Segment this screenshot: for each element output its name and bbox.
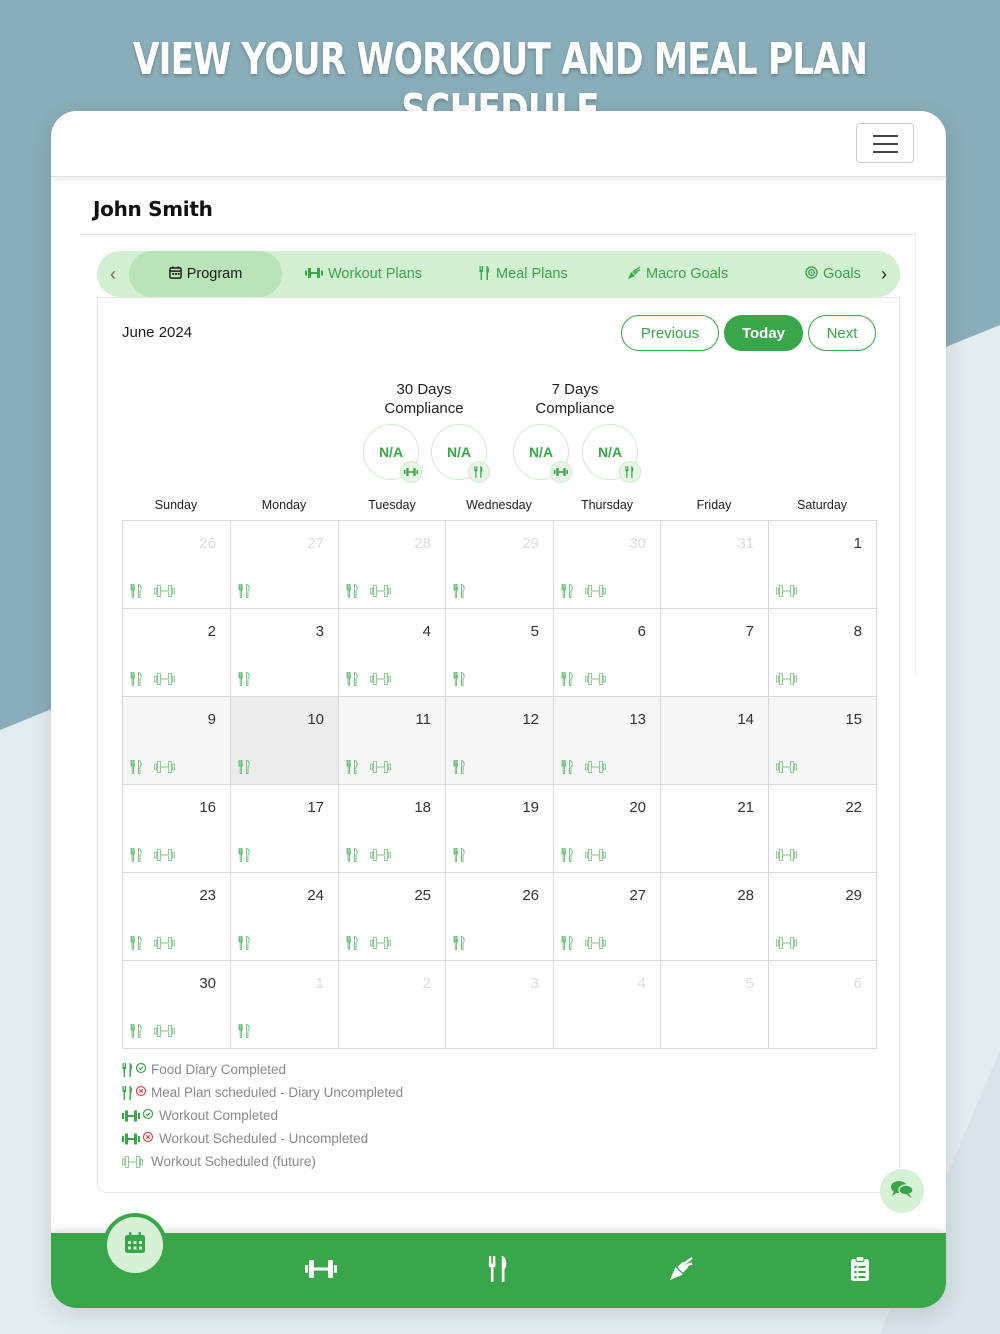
workout-scheduled-icon	[370, 672, 392, 691]
program-tabs	[97, 251, 900, 297]
meal-scheduled-icon	[130, 936, 144, 955]
day-schedule-icons	[346, 936, 392, 955]
tab-program[interactable]	[129, 251, 282, 297]
day-schedule-icons	[776, 584, 798, 603]
legend-item	[122, 1127, 403, 1150]
meal-uncompleted-icon	[122, 1086, 148, 1100]
workout-scheduled-icon	[370, 848, 392, 867]
calendar-day-cell[interactable]	[661, 873, 769, 961]
day-schedule-icons	[561, 584, 607, 603]
calendar-grid	[122, 520, 877, 1048]
calendar-legend	[122, 1058, 403, 1173]
calendar-day-cell[interactable]	[769, 961, 877, 1049]
utensils-icon	[488, 1256, 510, 1287]
day-schedule-icons	[346, 672, 392, 691]
compliance-30-title	[360, 380, 488, 418]
day-number: 19	[522, 799, 539, 816]
day-schedule-icons	[453, 672, 467, 691]
dumbbell-icon	[400, 461, 422, 483]
utensils-icon	[619, 461, 641, 483]
calendar-day-cell[interactable]	[339, 521, 446, 609]
day-number: 22	[845, 799, 862, 816]
calendar-day-cell[interactable]	[446, 609, 554, 697]
workout-uncompleted-icon	[122, 1132, 156, 1146]
day-number: 3	[530, 975, 539, 992]
calendar-day-cell[interactable]	[446, 697, 554, 785]
calendar-day-cell[interactable]	[661, 521, 769, 609]
day-number: 13	[629, 711, 646, 728]
calendar-day-cell[interactable]	[123, 961, 231, 1049]
calendar-icon	[169, 266, 182, 282]
calendar-day-cell[interactable]	[123, 697, 231, 785]
day-schedule-icons	[130, 848, 176, 867]
day-schedule-icons	[130, 760, 176, 779]
tabs-scroll-left-icon[interactable]: ‹	[110, 263, 116, 284]
target-icon	[805, 266, 818, 282]
calendar-day-cell[interactable]	[661, 609, 769, 697]
dumbbell-icon	[305, 266, 323, 282]
meal-scheduled-icon	[561, 672, 575, 691]
legend-label: Meal Plan scheduled - Diary Uncompleted	[151, 1085, 404, 1100]
day-schedule-icons	[346, 584, 392, 603]
workout-scheduled-icon	[585, 584, 607, 603]
workout-scheduled-icon	[154, 672, 176, 691]
calendar-day-cell[interactable]	[554, 961, 661, 1049]
legend-label: Workout Completed	[159, 1108, 279, 1123]
calendar-day-cell[interactable]	[446, 785, 554, 873]
calendar-day-cell[interactable]	[231, 521, 339, 609]
next-button[interactable]: Next	[808, 315, 876, 351]
day-schedule-icons	[238, 672, 252, 691]
day-schedule-icons	[561, 936, 607, 955]
day-number: 26	[199, 535, 216, 552]
workout-scheduled-icon	[154, 848, 176, 867]
day-number: 6	[637, 623, 646, 640]
day-number: 7	[745, 623, 754, 640]
meal-scheduled-icon	[346, 848, 360, 867]
page-headline: VIEW YOUR WORKOUT AND MEAL PLAN	[132, 34, 868, 85]
day-schedule-icons	[561, 848, 607, 867]
day-number: 15	[845, 711, 862, 728]
meal-scheduled-icon	[453, 672, 467, 691]
day-number: 4	[637, 975, 646, 992]
day-number: 10	[307, 711, 324, 728]
today-button[interactable]: Today	[724, 315, 803, 351]
calendar-day-cell[interactable]	[446, 961, 554, 1049]
workout-scheduled-icon	[154, 760, 176, 779]
calendar-day-cell[interactable]	[231, 961, 339, 1049]
workout-scheduled-icon	[154, 584, 176, 603]
meal-completed-icon	[122, 1063, 148, 1077]
calendar-card	[97, 297, 900, 1193]
calendar-day-cell[interactable]	[769, 697, 877, 785]
meal-scheduled-icon	[130, 672, 144, 691]
legend-label: Workout Scheduled (future)	[151, 1154, 316, 1169]
day-number: 5	[530, 623, 539, 640]
menu-line	[873, 135, 898, 137]
clipboard-list-icon	[850, 1256, 870, 1287]
workout-completed-icon	[122, 1109, 156, 1123]
calendar-day-cell[interactable]	[554, 521, 661, 609]
menu-line	[873, 143, 898, 145]
meal-scheduled-icon	[453, 584, 467, 603]
legend-item	[122, 1081, 403, 1104]
compliance-7-line1: 7 Days	[551, 381, 599, 398]
calendar-day-cell[interactable]	[339, 873, 446, 961]
day-number: 27	[629, 887, 646, 904]
calendar-day-cell[interactable]	[123, 609, 231, 697]
day-number: 16	[199, 799, 216, 816]
bottom-nav-goals[interactable]	[830, 1241, 890, 1301]
dow-friday: Friday	[696, 498, 732, 512]
meal-scheduled-icon	[561, 936, 575, 955]
dow-wednesday: Wednesday	[466, 498, 532, 512]
calendar-day-cell[interactable]	[339, 785, 446, 873]
calendar-day-cell[interactable]	[661, 961, 769, 1049]
compliance-30-workout	[363, 424, 419, 480]
day-number: 14	[737, 711, 754, 728]
compliance-30-line1: 30 Days	[396, 381, 452, 398]
tab-goals[interactable]	[805, 251, 861, 297]
meal-scheduled-icon	[561, 848, 575, 867]
previous-button[interactable]: Previous	[621, 315, 719, 351]
compliance-30-workout-value: N/A	[378, 444, 404, 460]
day-schedule-icons	[453, 760, 467, 779]
utensils-icon	[468, 461, 490, 483]
calendar-day-cell[interactable]	[123, 785, 231, 873]
workout-scheduled-icon	[776, 584, 798, 603]
workout-scheduled-icon	[370, 584, 392, 603]
workout-scheduled-icon	[154, 1024, 176, 1043]
compliance-7-workout-value: N/A	[528, 444, 554, 460]
meal-scheduled-icon	[346, 936, 360, 955]
tab-workout-plans[interactable]	[305, 251, 422, 297]
compliance-30-meal	[431, 424, 487, 480]
day-schedule-icons	[130, 1024, 176, 1043]
chat-icon	[890, 1179, 914, 1204]
day-number: 9	[207, 711, 216, 728]
day-schedule-icons	[346, 760, 392, 779]
utensils-icon	[479, 266, 491, 283]
day-number: 2	[422, 975, 431, 992]
day-schedule-icons	[238, 1024, 252, 1043]
day-number: 1	[315, 975, 324, 992]
tabs-scroll-right-icon[interactable]: ›	[881, 263, 887, 284]
day-number: 24	[307, 887, 324, 904]
day-number: 25	[414, 887, 431, 904]
day-schedule-icons	[130, 936, 176, 955]
calendar-day-cell[interactable]	[123, 873, 231, 961]
day-schedule-icons	[238, 848, 252, 867]
carrot-icon	[627, 266, 641, 283]
day-number: 12	[522, 711, 539, 728]
workout-scheduled-icon	[776, 936, 798, 955]
day-schedule-icons	[130, 584, 176, 603]
meal-scheduled-icon	[346, 672, 360, 691]
legend-item	[122, 1058, 403, 1081]
dumbbell-icon	[550, 461, 572, 483]
tab-meal-plans[interactable]	[479, 251, 568, 297]
compliance-30-meal-value: N/A	[446, 444, 472, 460]
calendar-day-cell[interactable]	[231, 609, 339, 697]
tab-workout-plans-label: Workout Plans	[328, 266, 423, 282]
calendar-day-cell[interactable]	[231, 785, 339, 873]
day-number: 5	[745, 975, 754, 992]
legend-label: Workout Scheduled - Uncompleted	[159, 1131, 369, 1146]
day-schedule-icons	[453, 848, 467, 867]
bottom-nav-calendar[interactable]	[103, 1213, 167, 1277]
compliance-7-line2: Compliance	[535, 400, 615, 417]
legend-label: Food Diary Completed	[151, 1062, 287, 1077]
meal-scheduled-icon	[346, 760, 360, 779]
tab-program-label: Program	[186, 266, 243, 282]
day-number: 2	[207, 623, 216, 640]
user-name: John Smith	[93, 197, 213, 221]
day-schedule-icons	[453, 936, 467, 955]
day-number: 23	[199, 887, 216, 904]
bottom-nav-workouts[interactable]	[291, 1241, 351, 1301]
calendar-day-cell[interactable]	[769, 521, 877, 609]
compliance-7-meal-value: N/A	[597, 444, 623, 460]
day-number: 31	[737, 535, 754, 552]
meal-scheduled-icon	[238, 1024, 252, 1043]
calendar-day-cell[interactable]	[769, 785, 877, 873]
meal-scheduled-icon	[453, 848, 467, 867]
workout-scheduled-icon	[370, 760, 392, 779]
meal-scheduled-icon	[130, 584, 144, 603]
day-number: 21	[737, 799, 754, 816]
calendar-month-title: June 2024	[122, 324, 193, 341]
day-number: 18	[414, 799, 431, 816]
calendar-day-cell[interactable]	[339, 961, 446, 1049]
dow-saturday: Saturday	[796, 498, 848, 512]
tab-macro-goals[interactable]	[627, 251, 728, 297]
workout-scheduled-icon	[776, 760, 798, 779]
calendar-day-cell[interactable]	[661, 785, 769, 873]
meal-scheduled-icon	[238, 936, 252, 955]
day-number: 17	[307, 799, 324, 816]
meal-scheduled-icon	[561, 760, 575, 779]
legend-item	[122, 1150, 403, 1173]
top-bar	[51, 111, 946, 177]
dow-tuesday: Tuesday	[368, 498, 416, 512]
hamburger-menu-button[interactable]	[856, 123, 914, 163]
workout-scheduled-icon	[585, 760, 607, 779]
calendar-day-cell[interactable]	[446, 521, 554, 609]
dumbbell-icon	[305, 1258, 337, 1285]
meal-scheduled-icon	[453, 760, 467, 779]
day-schedule-icons	[346, 848, 392, 867]
dow-thursday: Thursday	[580, 498, 634, 512]
day-schedule-icons	[238, 936, 252, 955]
meal-scheduled-icon	[130, 848, 144, 867]
workout-future-icon	[122, 1155, 144, 1169]
calendar-day-cell[interactable]	[769, 873, 877, 961]
calendar-day-cell[interactable]	[231, 697, 339, 785]
day-number: 3	[315, 623, 324, 640]
calendar-day-cell[interactable]	[554, 609, 661, 697]
bottom-nav-meals[interactable]	[469, 1241, 529, 1301]
divider	[915, 231, 916, 676]
day-number: 28	[737, 887, 754, 904]
day-schedule-icons	[238, 584, 252, 603]
calendar-day-cell[interactable]	[661, 697, 769, 785]
day-number: 30	[199, 975, 216, 992]
day-schedule-icons	[776, 672, 798, 691]
day-schedule-icons	[776, 760, 798, 779]
dow-sunday: Sunday	[154, 498, 198, 512]
day-number: 28	[414, 535, 431, 552]
workout-scheduled-icon	[585, 936, 607, 955]
meal-scheduled-icon	[130, 1024, 144, 1043]
meal-scheduled-icon	[453, 936, 467, 955]
calendar-day-cell[interactable]	[554, 873, 661, 961]
calendar-day-cell[interactable]	[554, 785, 661, 873]
day-number: 26	[522, 887, 539, 904]
meal-scheduled-icon	[238, 760, 252, 779]
carrot-icon	[668, 1256, 694, 1287]
day-number: 1	[853, 535, 862, 552]
day-schedule-icons	[561, 760, 607, 779]
day-schedule-icons	[776, 936, 798, 955]
day-number: 27	[307, 535, 324, 552]
day-schedule-icons	[561, 672, 607, 691]
tab-goals-label: Goals	[823, 266, 861, 282]
day-schedule-icons	[776, 848, 798, 867]
bottom-nav-macros[interactable]	[651, 1241, 711, 1301]
calendar-day-cell[interactable]	[446, 873, 554, 961]
meal-scheduled-icon	[130, 760, 144, 779]
dow-monday: Monday	[261, 498, 307, 512]
tab-meal-plans-label: Meal Plans	[496, 266, 568, 282]
divider	[80, 234, 916, 235]
workout-scheduled-icon	[370, 936, 392, 955]
menu-line	[873, 151, 898, 153]
compliance-7-workout	[513, 424, 569, 480]
workout-scheduled-icon	[585, 672, 607, 691]
chat-button[interactable]	[880, 1169, 924, 1213]
calendar-day-cell[interactable]	[554, 697, 661, 785]
day-number: 11	[415, 711, 431, 728]
bottom-navigation	[51, 1233, 946, 1308]
day-schedule-icons	[453, 584, 467, 603]
day-number: 20	[629, 799, 646, 816]
calendar-day-cell[interactable]	[231, 873, 339, 961]
legend-item	[122, 1104, 403, 1127]
compliance-7-meal	[582, 424, 638, 480]
day-number: 29	[845, 887, 862, 904]
meal-scheduled-icon	[346, 584, 360, 603]
day-schedule-icons	[238, 760, 252, 779]
meal-scheduled-icon	[238, 848, 252, 867]
tab-macro-goals-label: Macro Goals	[646, 266, 729, 282]
day-number: 6	[853, 975, 862, 992]
calendar-day-cell[interactable]	[769, 609, 877, 697]
workout-scheduled-icon	[154, 936, 176, 955]
meal-scheduled-icon	[561, 584, 575, 603]
day-number: 4	[422, 623, 431, 640]
compliance-7-title	[511, 380, 639, 418]
calendar-day-cell[interactable]	[123, 521, 231, 609]
calendar-icon	[123, 1231, 147, 1260]
workout-scheduled-icon	[776, 848, 798, 867]
calendar-day-cell[interactable]	[339, 697, 446, 785]
meal-scheduled-icon	[238, 584, 252, 603]
meal-scheduled-icon	[238, 672, 252, 691]
calendar-day-cell[interactable]	[339, 609, 446, 697]
workout-scheduled-icon	[776, 672, 798, 691]
workout-scheduled-icon	[585, 848, 607, 867]
app-window	[51, 111, 946, 1308]
day-number: 29	[522, 535, 539, 552]
day-number: 8	[853, 623, 862, 640]
day-schedule-icons	[130, 672, 176, 691]
day-number: 30	[629, 535, 646, 552]
compliance-30-line2: Compliance	[384, 400, 464, 417]
